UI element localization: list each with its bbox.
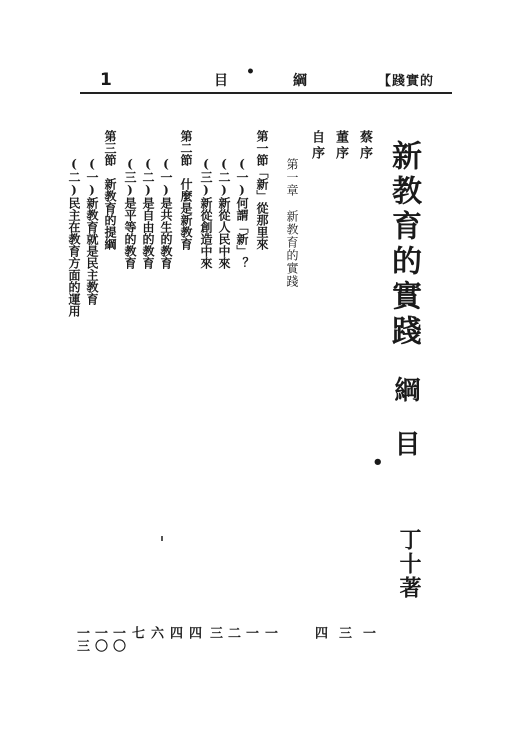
header-book-title: 【踐實的 [378, 74, 435, 89]
toc-item: (一)新教育就是民主教育 [85, 157, 99, 305]
toc-page-number: 三 [207, 626, 222, 639]
preface-self: 自序 [309, 130, 324, 162]
toc-page-number: 一三 [74, 626, 89, 652]
toc-item: (二)新從人民中來 [217, 157, 231, 269]
preface-dong: 董序 [333, 130, 348, 162]
header-rule [80, 92, 452, 94]
section-heading: 第二節 什麼是新教育 [179, 130, 193, 250]
header-title-part-a: 目 [214, 73, 228, 89]
running-header [0, 64, 506, 92]
toc-item: (三)新從創造中來 [199, 157, 213, 269]
author-name: 丁十著 [396, 528, 422, 600]
toc-page-number: 一〇 [110, 626, 125, 652]
toc-page-number: 一 [243, 626, 258, 639]
toc-page-number: 七 [129, 626, 144, 639]
book-title: 新教育的實踐 [386, 140, 421, 350]
toc-page-number: 四 [167, 626, 182, 639]
chapter-heading: 第一章 新教育的實踐 [285, 158, 299, 288]
toc-item: (二)是自由的教育 [141, 157, 155, 269]
section-heading: 第三節 新教育的提綱 [103, 130, 117, 250]
toc-page-number: 一〇 [92, 626, 107, 652]
header-dot: • [246, 64, 255, 80]
title-dot: • [372, 452, 384, 473]
toc-page-number: 六 [148, 626, 163, 639]
header-title-part-b: 綱 [293, 73, 307, 89]
preface-page: 一 [360, 626, 375, 639]
toc-item: (二)民主在教育方面的運用 [67, 157, 81, 317]
book-subtitle: 綱目 [390, 376, 420, 484]
header-page-number: 1 [100, 70, 112, 90]
toc-page-number: 二 [225, 626, 240, 639]
toc-page-number: 四 [186, 626, 201, 639]
preface-page: 三 [336, 626, 351, 639]
toc-page-number: 一 [262, 626, 277, 639]
section-heading: 第一節「新」從那里來 [255, 130, 269, 250]
toc-item: (一)何謂「新」？ [235, 157, 249, 269]
preface-page: 四 [312, 626, 327, 639]
toc-item: (一)是共生的教育 [159, 157, 173, 269]
paper-speck [161, 536, 163, 541]
toc-item: (三)是平等的教育 [123, 157, 137, 269]
preface-cai: 蔡序 [357, 130, 372, 162]
